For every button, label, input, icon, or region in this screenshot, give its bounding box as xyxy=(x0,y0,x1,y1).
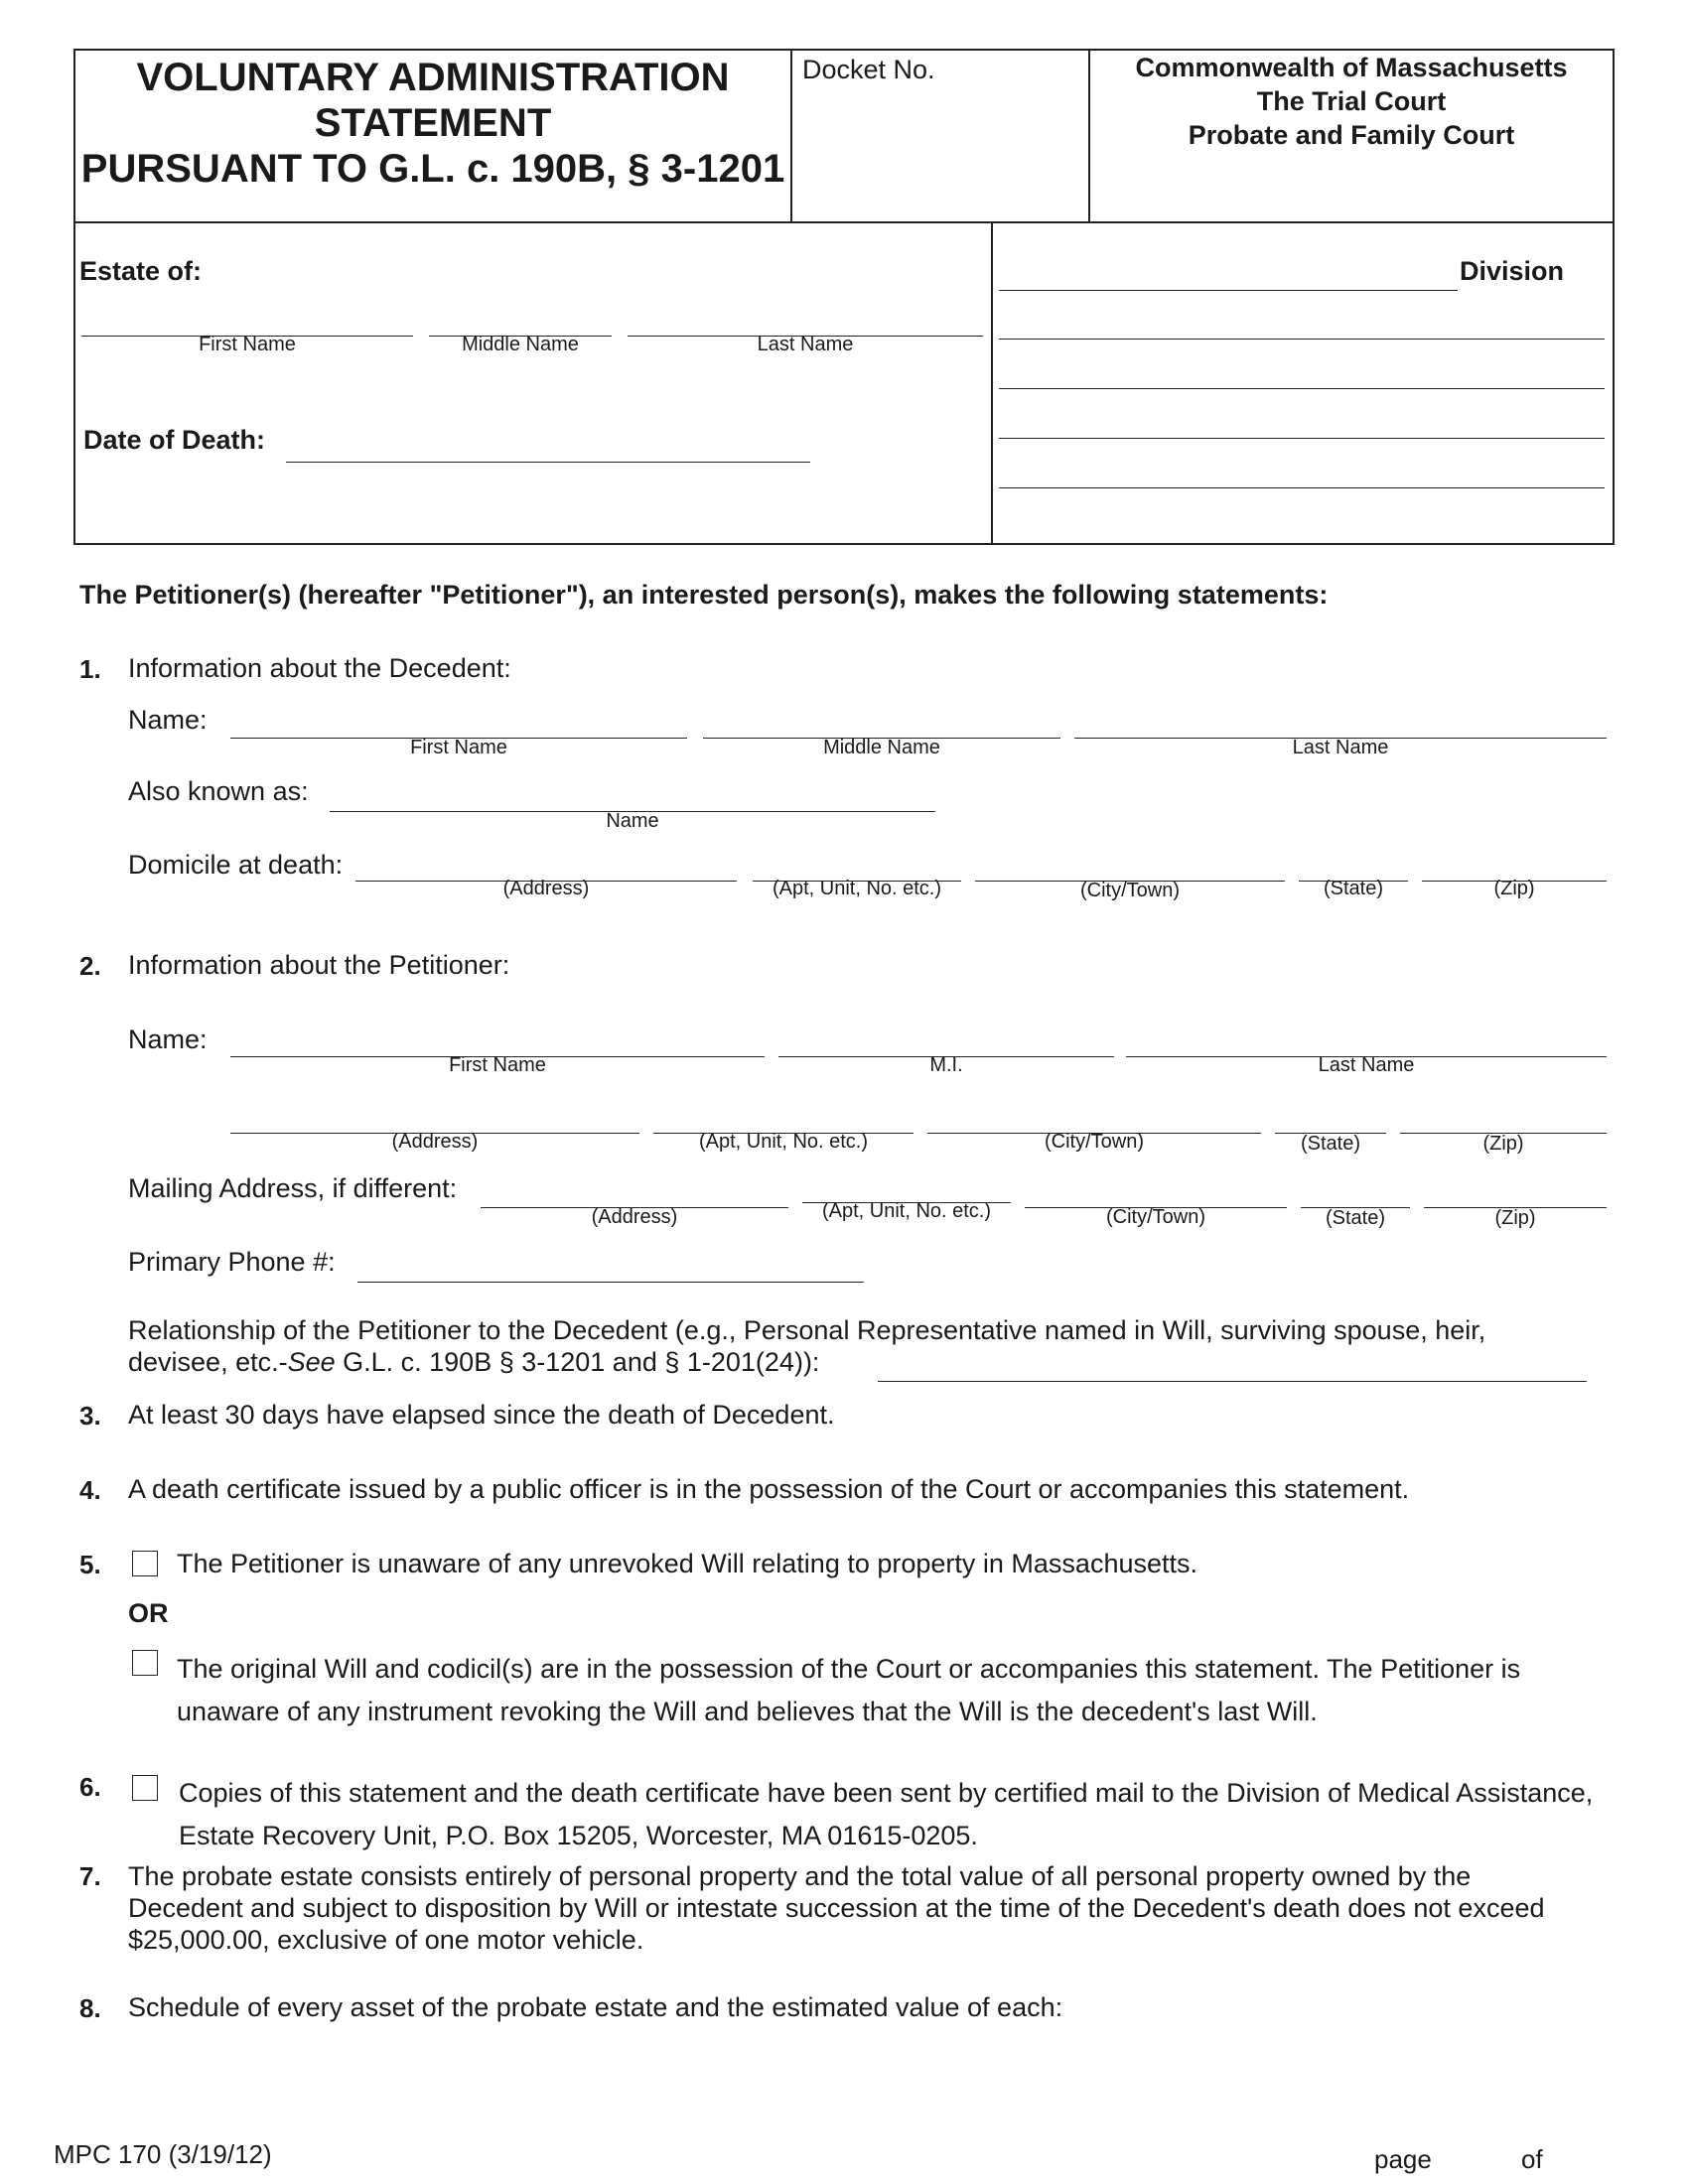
section-3-text: At least 30 days have elapsed since the death of Decedent. xyxy=(128,1400,835,1430)
court-line-3: Probate and Family Court xyxy=(1188,120,1515,150)
section-5-number: 5. xyxy=(79,1550,101,1579)
section-7-line-3: $25,000.00, exclusive of one motor vehicle. xyxy=(128,1925,644,1955)
primary-phone-label: Primary Phone #: xyxy=(128,1247,336,1277)
petitioner-mi-caption: M.I. xyxy=(929,1054,963,1076)
petitioner-zip-caption: (Zip) xyxy=(1482,1133,1524,1155)
form-title-line-1: VOLUNTARY ADMINISTRATION xyxy=(136,56,730,99)
section-1-heading: Information about the Decedent: xyxy=(128,653,511,683)
decedent-middle-name-caption: Middle Name xyxy=(823,737,940,758)
relationship-see: See xyxy=(287,1347,336,1377)
domicile-zip-caption: (Zip) xyxy=(1493,878,1535,899)
section-7-line-1: The probate estate consists entirely of personal property and the total value of all personal property owned by the xyxy=(128,1861,1472,1891)
relationship-line-2 xyxy=(128,1346,1637,1378)
docket-box xyxy=(790,49,1090,223)
certified-mail-checkbox[interactable] xyxy=(132,1775,158,1801)
petitioner-city-caption: (City/Town) xyxy=(1044,1131,1144,1153)
domicile-label: Domicile at death: xyxy=(128,850,344,880)
division-label: Division xyxy=(1460,256,1565,286)
decedent-first-name-caption: First Name xyxy=(410,737,507,758)
section-2-number: 2. xyxy=(79,951,101,981)
mailing-address-caption: (Address) xyxy=(591,1206,678,1228)
mailing-apt-caption: (Apt, Unit, No. etc.) xyxy=(821,1200,992,1222)
of-label: of xyxy=(1521,2144,1543,2174)
certified-mail-line-1: Copies of this statement and the death certificate have been sent by certified mail to the Division of Medical Assistance, xyxy=(179,1778,1594,1808)
mailing-address-label: Mailing Address, if different: xyxy=(128,1173,458,1203)
division-field[interactable] xyxy=(999,290,1458,291)
form-title-line-3: PURSUANT TO G.L. c. 190B, § 3-1201 xyxy=(80,147,785,191)
estate-last-name-caption: Last Name xyxy=(757,334,854,355)
division-address-line-1[interactable] xyxy=(999,339,1605,340)
mailing-zip-caption: (Zip) xyxy=(1494,1207,1536,1229)
section-1-number: 1. xyxy=(79,654,101,684)
decedent-last-name-caption: Last Name xyxy=(1292,737,1389,758)
header-title-box xyxy=(73,49,792,223)
no-will-text: The Petitioner is unaware of any unrevoked Will relating to property in Massachusetts. xyxy=(177,1549,1198,1578)
also-known-as-label: Also known as: xyxy=(128,776,309,806)
estate-of-label: Estate of: xyxy=(79,256,203,286)
date-of-death-label: Date of Death: xyxy=(83,425,266,455)
court-name xyxy=(1090,51,1613,152)
division-address-line-3[interactable] xyxy=(999,438,1605,439)
relationship-line-2-b: G.L. c. 190B § 3-1201 and § 1-201(24)): xyxy=(335,1347,820,1377)
will-in-possession-checkbox[interactable] xyxy=(132,1650,158,1676)
petitioner-name-label: Name: xyxy=(128,1024,208,1054)
date-of-death-field[interactable] xyxy=(286,462,810,463)
relationship-field[interactable] xyxy=(878,1381,1587,1382)
decedent-name-label: Name: xyxy=(128,705,208,735)
form-id: MPC 170 (3/19/12) xyxy=(54,2139,272,2169)
court-line-2: The Trial Court xyxy=(1256,86,1447,116)
or-label: OR xyxy=(128,1598,169,1628)
court-line-1: Commonwealth of Massachusetts xyxy=(1135,53,1568,82)
no-will-checkbox[interactable] xyxy=(132,1551,158,1576)
estate-middle-name-caption: Middle Name xyxy=(462,334,579,355)
mailing-city-caption: (City/Town) xyxy=(1105,1206,1205,1228)
certified-mail-line-2: Estate Recovery Unit, P.O. Box 15205, Worcester, MA 01615-0205. xyxy=(179,1821,978,1850)
section-3-number: 3. xyxy=(79,1401,101,1431)
estate-first-name-caption: First Name xyxy=(199,334,296,355)
domicile-city-caption: (City/Town) xyxy=(1079,880,1180,901)
court-box xyxy=(1088,49,1615,223)
section-8-text: Schedule of every asset of the probate estate and the estimated value of each: xyxy=(128,1992,1063,2022)
petitioner-address-caption: (Address) xyxy=(391,1131,479,1153)
section-7-number: 7. xyxy=(79,1861,101,1891)
page-label: page xyxy=(1374,2144,1432,2174)
will-line-2: unaware of any instrument revoking the Will and believes that the Will is the decedent's last Will. xyxy=(177,1697,1318,1726)
also-known-as-caption: Name xyxy=(606,810,659,832)
division-address-line-4[interactable] xyxy=(999,487,1605,488)
section-4-text: A death certificate issued by a public officer is in the possession of the Court or accompanies this statement. xyxy=(128,1474,1410,1504)
will-in-possession-text xyxy=(177,1648,1646,1733)
petitioner-state-caption: (State) xyxy=(1300,1133,1361,1155)
relationship-line-2-a: devisee, etc.- xyxy=(128,1347,288,1377)
domicile-state-caption: (State) xyxy=(1323,878,1384,899)
section-6-number: 6. xyxy=(79,1772,101,1802)
petitioner-last-name-caption: Last Name xyxy=(1318,1054,1415,1076)
section-7-line-2: Decedent and subject to disposition by Will or intestate succession at the time of the Decedent's death does not exceed xyxy=(128,1893,1545,1923)
petitioner-first-name-caption: First Name xyxy=(449,1054,546,1076)
form-title-line-2: STATEMENT xyxy=(314,101,552,145)
relationship-text xyxy=(128,1314,1637,1378)
mailing-state-caption: (State) xyxy=(1325,1207,1386,1229)
section-7-text xyxy=(128,1860,1657,1956)
will-line-1: The original Will and codicil(s) are in the possession of the Court or accompanies this statement. The Petitioner is xyxy=(177,1654,1521,1684)
section-2-heading: Information about the Petitioner: xyxy=(128,950,510,980)
certified-mail-text xyxy=(179,1772,1668,1857)
domicile-apt-caption: (Apt, Unit, No. etc.) xyxy=(772,878,942,899)
form-title xyxy=(75,55,790,192)
estate-box xyxy=(73,221,993,545)
domicile-address-caption: (Address) xyxy=(502,878,590,899)
section-8-number: 8. xyxy=(79,1993,101,2023)
division-address-line-2[interactable] xyxy=(999,388,1605,389)
docket-label: Docket No. xyxy=(802,55,935,84)
primary-phone-field[interactable] xyxy=(357,1282,864,1283)
relationship-line-1: Relationship of the Petitioner to the Decedent (e.g., Personal Representative named in Will, surviving spouse, heir, xyxy=(128,1315,1486,1345)
section-4-number: 4. xyxy=(79,1475,101,1505)
petitioner-apt-caption: (Apt, Unit, No. etc.) xyxy=(698,1131,869,1153)
petitioner-intro: The Petitioner(s) (hereafter "Petitioner"), an interested person(s), makes the following statements: xyxy=(79,580,1329,610)
